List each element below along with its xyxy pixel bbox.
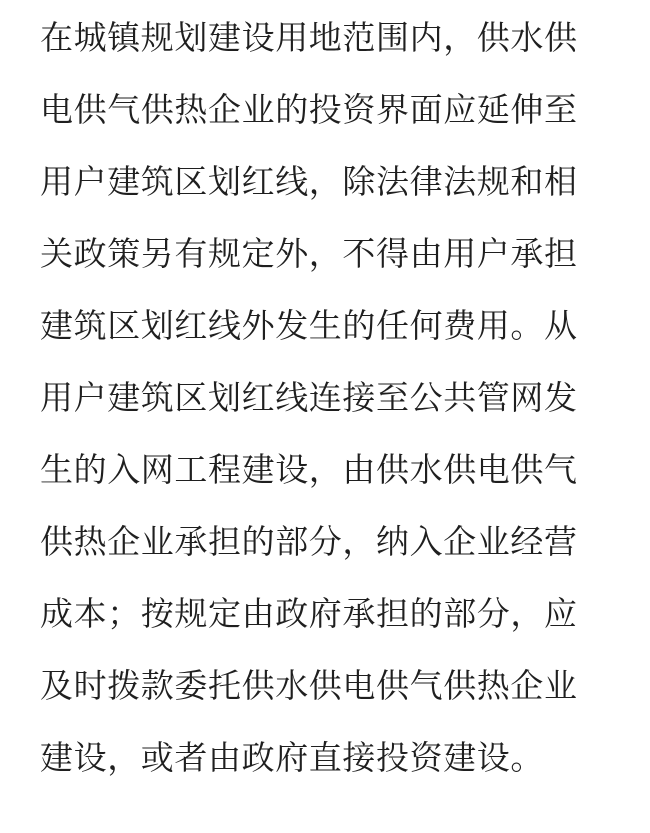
text-line: 用户建筑区划红线，除法律法规和相 xyxy=(40,162,578,201)
text-line: 建筑区划红线外发生的任何费用。从 xyxy=(40,306,578,345)
text-line: 成本；按规定由政府承担的部分，应 xyxy=(40,594,578,633)
text-line: 及时拨款委托供水供电供气供热企业 xyxy=(40,666,578,705)
text-line: 建设，或者由政府直接投资建设。 xyxy=(40,738,544,777)
text-line: 在城镇规划建设用地范围内，供水供 xyxy=(40,18,578,57)
text-line: 生的入网工程建设，由供水供电供气 xyxy=(40,450,578,489)
text-line: 供热企业承担的部分，纳入企业经营 xyxy=(40,522,578,561)
text-line: 关政策另有规定外，不得由用户承担 xyxy=(40,234,578,273)
text-line: 电供气供热企业的投资界面应延伸至 xyxy=(40,90,578,129)
text-line: 用户建筑区划红线连接至公共管网发 xyxy=(40,378,578,417)
